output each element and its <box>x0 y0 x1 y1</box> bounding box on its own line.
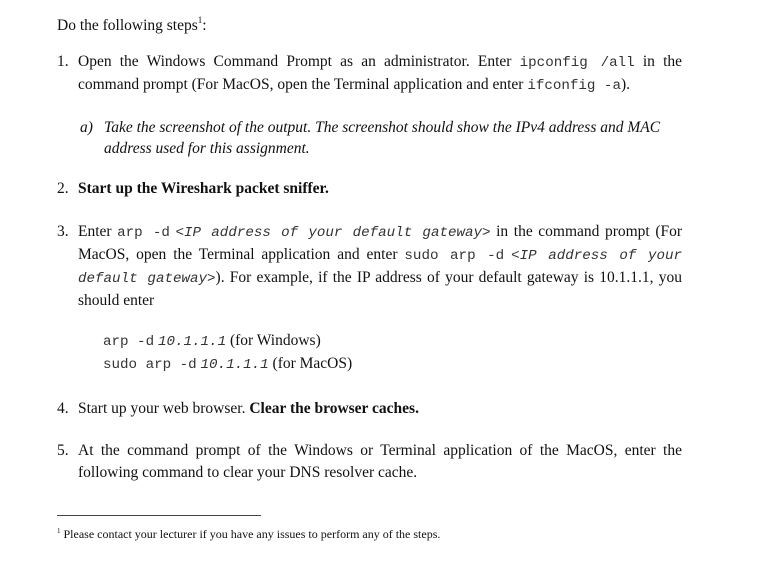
footnote-text: Please contact your lecturer if you have any issues to perform any of the steps. <box>63 527 441 541</box>
step-number: 3. <box>57 223 69 240</box>
footnote-divider <box>57 515 261 516</box>
step-3 <box>57 221 682 312</box>
step-4 <box>57 398 682 420</box>
footnote <box>57 523 440 542</box>
code-ifconfig: ifconfig -a <box>527 78 621 94</box>
step-number: 4. <box>57 400 69 417</box>
step-1-subitem <box>80 117 682 159</box>
step-1-text: Open the Windows Command Prompt as an administrator. Enter ipconfig /all in the command prompt (For MacOS, open the Terminal application and enter ifconfig -a). <box>78 53 683 94</box>
step-5 <box>57 440 682 484</box>
code-placeholder: <IP address of your default gateway> <box>78 248 682 287</box>
example-windows: arp -d 10.1.1.1 (for Windows) <box>103 332 321 350</box>
step-2-text: Start up the Wireshark packet sniffer. <box>78 180 329 197</box>
example-macos: sudo arp -d 10.1.1.1 (for MacOS) <box>103 355 353 373</box>
code-arp: arp -d <box>117 225 170 241</box>
step-number: 5. <box>57 442 69 459</box>
step-number: 2. <box>57 180 69 197</box>
step-4-text: Start up your web browser. Clear the browser caches. <box>78 400 419 417</box>
code-sudo-arp: sudo arp -d <box>404 248 505 264</box>
subitem-text: Take the screenshot of the output. The screenshot should show the IPv4 address and MAC address used for this assignment. <box>104 119 661 157</box>
step-3-text: Enter arp -d <IP address of your default gateway> in the command prompt (For MacOS, open the Terminal application and enter sudo arp -d <IP address of your default gateway>). For example, if the IP address of your default gateway is 10.1.1.1, you should enter <box>78 223 683 309</box>
subitem-label: a) <box>80 119 93 136</box>
example-ip: 10.1.1.1 <box>200 357 269 373</box>
step-5-text: At the command prompt of the Windows or Terminal application of the MacOS, enter the following command to clear your DNS resolver cache. <box>78 442 682 481</box>
code-placeholder: <IP address of your default gateway> <box>175 225 491 241</box>
step-2 <box>57 178 682 200</box>
code-ipconfig: ipconfig /all <box>519 55 635 71</box>
intro-text: Do the following steps$^1$: <box>57 15 207 34</box>
footnote-number: 1 <box>57 527 61 535</box>
footnote-reference: 1 <box>197 15 203 25</box>
step-number: 1. <box>57 53 69 70</box>
example-ip: 10.1.1.1 <box>157 334 227 350</box>
step-1 <box>57 51 682 97</box>
